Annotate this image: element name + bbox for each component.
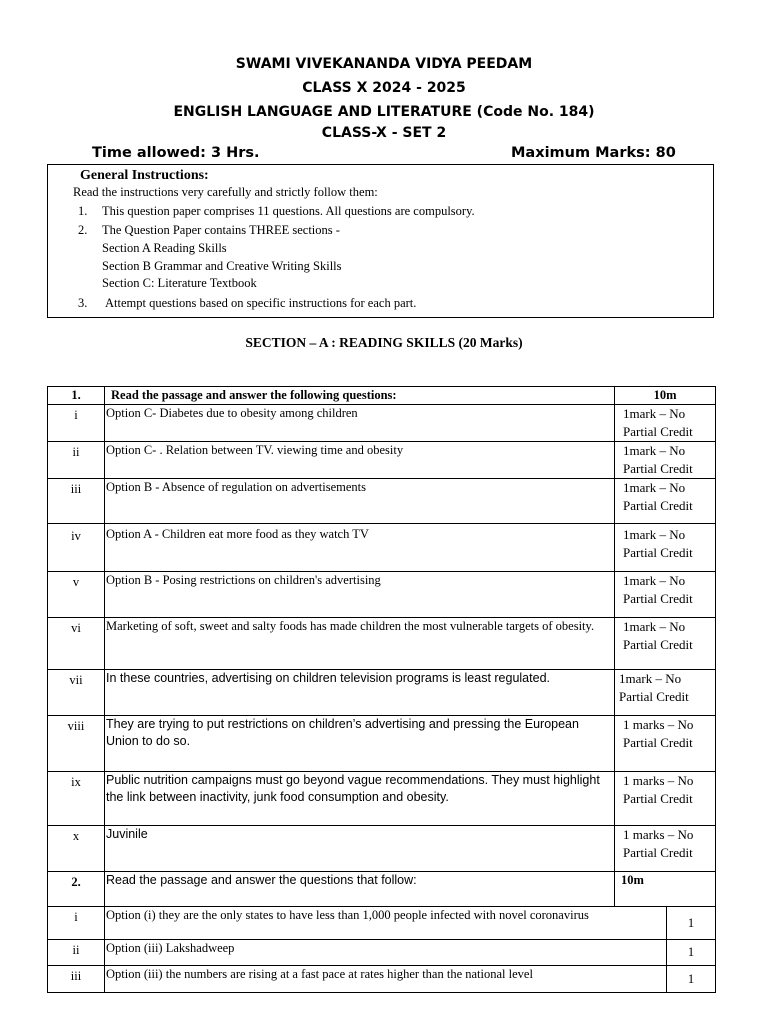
partial-credit-line: Partial Credit xyxy=(623,735,693,750)
table-row xyxy=(48,618,716,670)
table-row xyxy=(48,940,716,966)
table-row xyxy=(48,442,716,479)
question-marks: 10m xyxy=(615,387,716,405)
marks-line: 1mark – No xyxy=(623,573,686,588)
instruction-item: Section A Reading Skills xyxy=(102,241,227,255)
marks-cell: 1 xyxy=(667,907,716,940)
instruction-item: The Question Paper contains THREE sections - xyxy=(102,223,340,237)
table-row xyxy=(48,524,716,572)
partial-credit-line: Partial Credit xyxy=(623,545,693,560)
marks-line: 1 marks – No xyxy=(623,773,694,788)
sub-question-number: ii xyxy=(48,442,105,479)
marks-line: 1 marks – No xyxy=(623,827,694,842)
partial-credit-line: Partial Credit xyxy=(623,461,693,476)
marks-cell xyxy=(615,524,716,572)
sub-question-number: ix xyxy=(48,772,105,826)
marks-cell xyxy=(615,716,716,772)
sub-question-number: x xyxy=(48,826,105,872)
question-prompt: Read the passage and answer the questions that follow: xyxy=(105,872,615,907)
instruction-item: Section C: Literature Textbook xyxy=(102,276,257,290)
sub-question-number: iii xyxy=(48,966,105,993)
maximum-marks: Maximum Marks: 80 xyxy=(511,145,676,161)
marks-cell xyxy=(615,670,716,716)
partial-credit-line: Partial Credit xyxy=(623,845,693,860)
instruction-item: This question paper comprises 11 questions. All questions are compulsory. xyxy=(102,204,475,218)
table-row xyxy=(48,670,716,716)
question-marks: 10m xyxy=(615,872,716,907)
sub-question-number: ii xyxy=(48,940,105,966)
marks-cell xyxy=(615,772,716,826)
answer-text: Option B - Absence of regulation on advertisements xyxy=(105,479,615,524)
partial-credit-line: Partial Credit xyxy=(623,791,693,806)
answer-text: Option C- Diabetes due to obesity among children xyxy=(105,405,615,442)
marks-line: 1mark – No xyxy=(623,480,686,495)
table-row xyxy=(48,405,716,442)
answer-text: Option (iii) the numbers are rising at a fast pace at rates higher than the national level xyxy=(105,966,667,993)
table-row xyxy=(48,716,716,772)
table-row xyxy=(48,479,716,524)
partial-credit-line: Partial Credit xyxy=(623,498,693,513)
instruction-item-number: 3. xyxy=(78,296,88,310)
marks-cell: 1 xyxy=(667,940,716,966)
question-header-row xyxy=(48,387,716,405)
instruction-item-number: 2. xyxy=(78,223,88,237)
answer-text: Option (i) they are the only states to have less than 1,000 people infected with novel coronavirus xyxy=(105,907,667,940)
marks-line: 1mark – No xyxy=(623,619,686,634)
answer-text: They are trying to put restrictions on children’s advertising and pressing the European Union to do so. xyxy=(105,716,615,772)
table-row xyxy=(48,907,716,940)
subject-title: ENGLISH LANGUAGE AND LITERATURE (Code No. 184) xyxy=(173,104,595,120)
marks-line: 1mark – No xyxy=(619,671,682,686)
answer-text: Option C- . Relation between TV. viewing time and obesity xyxy=(105,442,615,479)
partial-credit-line: Partial Credit xyxy=(623,637,693,652)
section-a-title: SECTION – A : READING SKILLS (20 Marks) xyxy=(245,335,523,350)
instructions-title: General Instructions: xyxy=(80,168,209,183)
instruction-item: Section B Grammar and Creative Writing Skills xyxy=(102,259,342,273)
answer-text: Option B - Posing restrictions on children's advertising xyxy=(105,572,615,618)
instructions-intro: Read the instructions very carefully and strictly follow them: xyxy=(73,185,378,199)
answer-text: Juvinile xyxy=(105,826,615,872)
marks-cell xyxy=(615,405,716,442)
partial-credit-line: Partial Credit xyxy=(623,424,693,439)
time-allowed: Time allowed: 3 Hrs. xyxy=(92,145,260,161)
answer-text: In these countries, advertising on children television programs is least regulated. xyxy=(105,670,615,716)
school-name: SWAMI VIVEKANANDA VIDYA PEEDAM xyxy=(235,56,533,72)
general-instructions-box xyxy=(47,164,714,318)
answer-text: Marketing of soft, sweet and salty foods has made children the most vulnerable targets of obesity. xyxy=(105,618,615,670)
question-header-row xyxy=(48,872,716,907)
sub-question-number: vi xyxy=(48,618,105,670)
instruction-item-number: 1. xyxy=(78,204,88,218)
set-label: CLASS-X - SET 2 xyxy=(321,125,447,141)
sub-question-number: iv xyxy=(48,524,105,572)
answer-text: Option A - Children eat more food as they watch TV xyxy=(105,524,615,572)
marks-cell: 1 xyxy=(667,966,716,993)
question-number: 2. xyxy=(48,872,105,907)
question-prompt: Read the passage and answer the following questions: xyxy=(105,387,615,405)
sub-question-number: iii xyxy=(48,479,105,524)
answer-key-table xyxy=(47,386,716,993)
sub-question-number: vii xyxy=(48,670,105,716)
sub-question-number: viii xyxy=(48,716,105,772)
marks-line: 1mark – No xyxy=(623,406,686,421)
class-year: CLASS X 2024 - 2025 xyxy=(302,80,466,96)
partial-credit-line: Partial Credit xyxy=(619,689,689,704)
marks-cell xyxy=(615,572,716,618)
marks-cell xyxy=(615,479,716,524)
sub-question-number: i xyxy=(48,907,105,940)
sub-question-number: v xyxy=(48,572,105,618)
sub-question-number: i xyxy=(48,405,105,442)
marks-line: 1mark – No xyxy=(623,443,686,458)
question-number: 1. xyxy=(48,387,105,405)
table-row xyxy=(48,572,716,618)
table-row xyxy=(48,772,716,826)
marks-cell xyxy=(615,826,716,872)
marks-line: 1mark – No xyxy=(623,527,686,542)
partial-credit-line: Partial Credit xyxy=(623,591,693,606)
answer-text: Public nutrition campaigns must go beyond vague recommendations. They must highlight the link between inactivity, junk food consumption and obesity. xyxy=(105,772,615,826)
marks-cell xyxy=(615,442,716,479)
marks-line: 1 marks – No xyxy=(623,717,694,732)
table-row xyxy=(48,826,716,872)
table-row xyxy=(48,966,716,993)
marks-cell xyxy=(615,618,716,670)
answer-text: Option (iii) Lakshadweep xyxy=(105,940,667,966)
instruction-item: Attempt questions based on specific instructions for each part. xyxy=(105,296,417,310)
